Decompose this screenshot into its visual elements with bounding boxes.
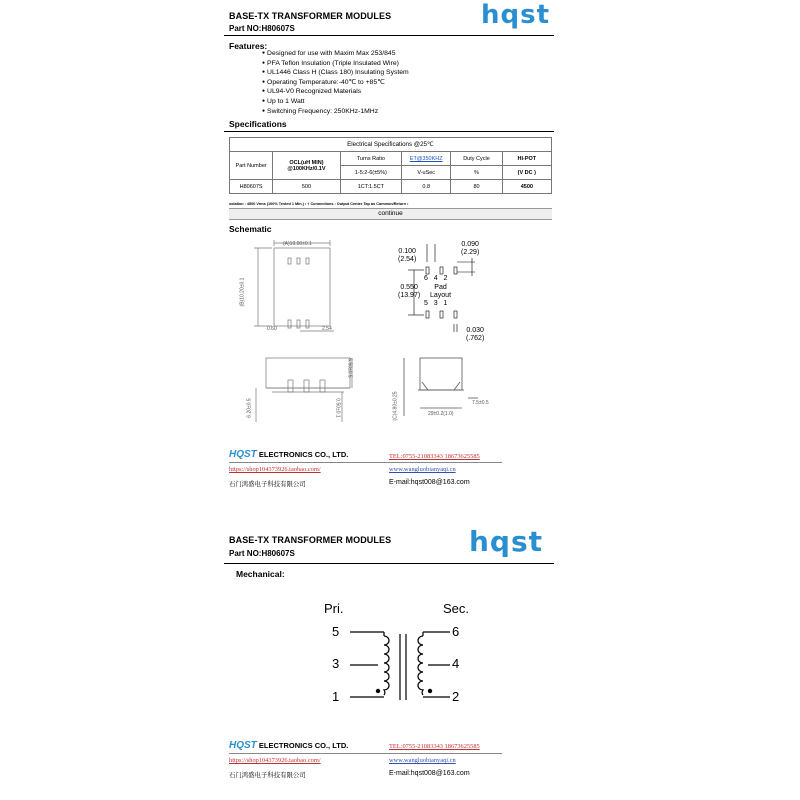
isolation-note: solation : 4500 Vrms (100% Tested 1 Min.) • † Connections : Output Center Tap as Common/Return • [229,202,409,206]
spec-divider [224,131,554,132]
footer-company: HQST ELECTRONICS CO., LTD. [229,449,349,460]
secondary-dot [428,689,432,693]
pri-pin-5: 5 [332,624,340,639]
dim-front-l: 6.20±0.5 [246,398,253,418]
footer-tel[interactable]: TEL:0755-21083343 18673625585 [389,743,480,750]
feature-item: ● PFA Teflon Insulation (Triple Insulated Wire) [262,59,409,69]
unit-hipot: (V DC ) [502,166,551,180]
primary-label: Pri. [324,601,344,616]
footer-web-link[interactable]: www.wangluobianyaqi.cn [389,466,456,473]
feature-item: ● Up to 1 Watt [262,97,409,107]
cell-ocl: 500 [273,180,340,194]
footer-company-cn: 石门鸿盛电子科技有限公司 [229,480,306,488]
feature-item: ● UL1446 Class H (Class 180) Insulating System [262,68,409,78]
pri-pin-1: 1 [332,689,340,704]
cell-duty: 80 [451,180,502,194]
electrical-spec-table [229,137,552,194]
footer-shop-link[interactable]: https://shop104373926.taobao.com/ [229,466,321,473]
feature-item: ● Switching Frequency: 250KHz-1MHz [262,107,409,117]
dim-side-r: 7.5±0.5 [472,400,489,406]
footer-divider [229,753,502,754]
footer-brand: HQST [229,449,257,460]
col-duty-cycle: Duty Cycle [451,152,502,166]
footer-email[interactable]: E-mail:hqst008@163.com [389,479,470,486]
dim-b: (B)10.20±0.1 [239,277,246,307]
table-caption: Electrical Specifications @25℃ [230,138,552,152]
specifications-heading: Specifications [229,119,287,129]
transformer-schematic [340,620,450,710]
hqst-logo: hqst [469,525,544,558]
col-turns-ratio: Turns Ratio [340,152,401,166]
cell-hipot: 4500 [502,180,551,194]
feature-item: ● Operating Temperature:-40℃ to +85℃ [262,78,409,88]
col-part-number: Part Number [230,152,273,180]
header-divider [224,35,554,36]
unit-et: V-uSec [402,166,451,180]
features-heading: Features: [229,41,268,51]
part-number: Part NO:H80607S [229,24,295,33]
pad-layout-label: Pad Layout [430,284,452,299]
table-row [230,180,552,194]
dim-pad-030: 0.030 (.762) [466,327,485,342]
feature-item: ● UL94-V0 Recognized Materials [262,87,409,97]
pin-labels-bottom: 5 3 1 [424,300,448,307]
part-number: Part NO:H80607S [229,549,295,558]
sec-pin-4: 4 [452,656,460,671]
dim-pad-550: 0.550 (13.97) [398,284,421,299]
secondary-label: Sec. [443,601,470,616]
schematic-heading: Schematic [229,224,272,234]
dim-pad-090: 0.090 (2.29) [461,241,480,256]
dim-side-w: 29±0.2(1.0) [428,411,454,417]
page-title: BASE-TX TRANSFORMER MODULES [229,11,392,21]
col-hipot: HI-POT [502,152,551,166]
dim-side-c: (C)4.80±0.25 [392,391,399,421]
unit-duty: % [451,166,502,180]
footer-tel[interactable]: TEL:0755-21083343 18673625585 [389,453,480,460]
dim-bot-right: 2.54 [322,326,332,332]
header-divider [224,563,554,564]
pin-labels-top: 6 4 2 [424,275,448,282]
cell-part: H80607S [230,180,273,194]
sec-pin-6: 6 [452,624,460,639]
page-title: BASE-TX TRANSFORMER MODULES [229,535,392,545]
hqst-logo: hqst [481,0,551,30]
footer-shop-link[interactable]: https://shop104373926.taobao.com/ [229,757,321,764]
sec-pin-2: 2 [452,689,460,704]
dim-bot-left: 0.60 [267,326,277,332]
package-side-view [398,352,498,432]
mechanical-heading: Mechanical: [236,569,285,579]
dim-front-h: 6.50±0.5 [346,358,353,378]
package-top-view [244,236,354,336]
footer-company: HQST ELECTRONICS CO., LTD. [229,740,349,751]
footer-web-link[interactable]: www.wangluobianyaqi.cn [389,757,456,764]
unit-turns: 1-5:2-6(±5%) [340,166,401,180]
cell-turns: 1CT:1.5CT [340,180,401,194]
continue-bar: continue [229,208,552,220]
feature-item: ● Designed for use with Maxim Max 253/845 [262,49,409,59]
footer-company-cn: 石门鸿盛电子科技有限公司 [229,771,306,779]
footer-email[interactable]: E-mail:hqst008@163.com [389,770,470,777]
dim-front-m: 0.50±0.1 [334,398,341,418]
pri-pin-3: 3 [332,656,340,671]
features-list [262,49,409,116]
cell-et: 0.8 [402,180,451,194]
dim-pad-100: 0.100 (2.54) [398,248,417,263]
footer-brand: HQST [229,740,257,751]
primary-dot [376,689,380,693]
footer-divider [229,462,502,463]
col-et: ET@350KHZ [402,152,451,166]
col-ocl: OCL(uH MIN) @100KHz/0.1V [273,152,340,180]
dim-a: (A)10.00±0.1 [283,241,312,247]
